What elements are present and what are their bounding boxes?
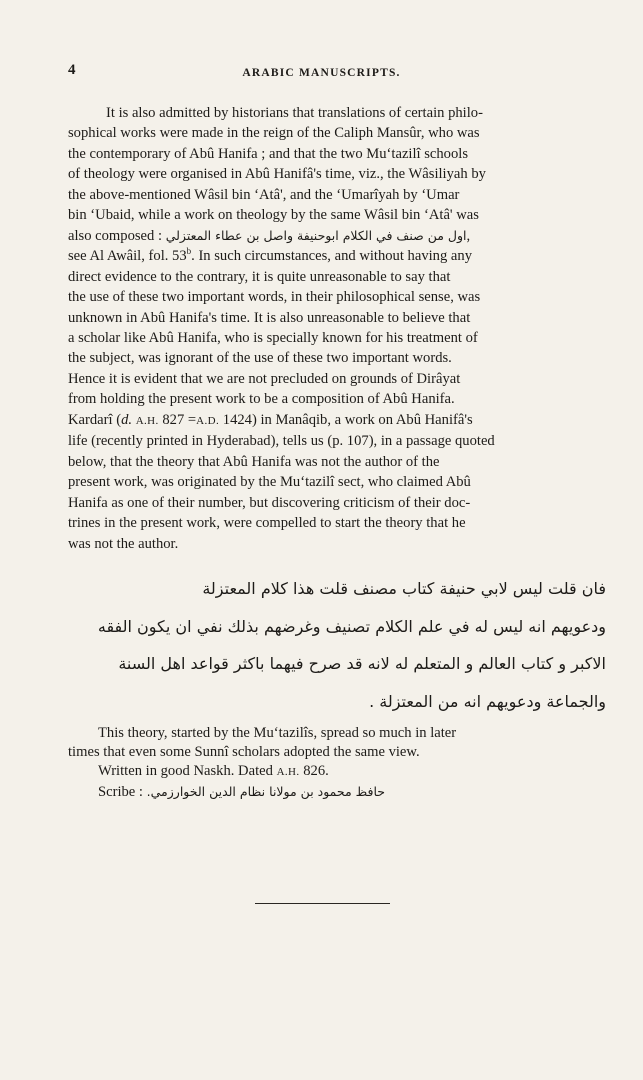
text-line-with-arabic	[68, 226, 600, 246]
text-line: direct evidence to the contrary, it is quite unreasonable to say that	[68, 268, 451, 285]
closing-section	[68, 724, 600, 802]
text-line: It is also admitted by historians that translations of certain philo-	[106, 105, 483, 121]
text-line: the above-mentioned Wâsil bin ‘Atâ', and the ‘Umarîyah by ‘Umar	[68, 186, 460, 203]
text-fragment: see Al Awâil, fol. 53	[68, 248, 187, 265]
page-number: 4	[68, 62, 76, 78]
text-line: the use of these two important words, in their philosophical sense, was	[68, 289, 481, 306]
arabic-quotation	[68, 570, 606, 720]
main-paragraph	[68, 103, 600, 554]
text-line: sophical works were made in the reign of the Caliph Mansûr, who was	[68, 125, 480, 142]
section-divider	[255, 903, 390, 904]
text-line: This theory, started by the Mu‘tazilîs, spread so much in later	[98, 725, 457, 741]
text-fragment: d.	[121, 411, 133, 428]
running-title: ARABIC MANUSCRIPTS.	[242, 67, 401, 79]
text-line: unknown in Abû Hanifa's time. It is also unreasonable to believe that	[68, 309, 471, 326]
text-fragment: . In such circumstances, and without having any	[191, 248, 472, 265]
era-abbrev: A.H.	[276, 766, 300, 778]
text-line: bin ‘Ubaid, while a work on theology by the same Wâsil bin ‘Atâ' was	[68, 207, 479, 224]
text-line: the contemporary of Abû Hanifa ; and that the two Mu‘tazilî schools	[68, 145, 469, 162]
text-line: the subject, was ignorant of the use of these two important words.	[68, 350, 452, 367]
text-line: Hanifa as one of their number, but discovering criticism of their doc-	[68, 494, 471, 511]
era-abbrev: A.D.	[196, 414, 220, 427]
text-line: Hence it is evident that we are not precluded on grounds of Dirâyat	[68, 370, 461, 387]
text-line: present work, was originated by the Mu‘tazilî sect, who claimed Abû	[68, 474, 471, 491]
text-line: from holding the present work to be a composition of Abû Hanifa.	[68, 391, 455, 408]
text-fragment: 1424) in Manâqib, a work on Abû Hanifâ's	[222, 411, 473, 428]
text-line: life (recently printed in Hyderabad), tells us (p. 107), in a passage quoted	[68, 433, 495, 450]
era-abbrev: A.H.	[135, 414, 159, 427]
script-date-line	[68, 762, 600, 782]
scribe-label: Scribe :	[98, 784, 143, 800]
text-line: trines in the present work, were compelled to start the theory that he	[68, 515, 466, 532]
text-line: was not the author.	[68, 535, 179, 552]
arabic-line: ودعويهم انه ليس له في علم الكلام تصنيف وغرضهم بذلك نفي ان يكون الفقه	[97, 616, 606, 636]
folio-superscript: b	[186, 246, 192, 257]
text-fragment: 827 =	[162, 411, 197, 428]
arabic-line: فان قلت ليس لابي حنيفة كتاب مصنف قلت هذا كلام المعتزلة	[202, 579, 606, 598]
scribe-name-arabic: حافظ محمود بن مولانا نظام الدين الخوارزمي.	[146, 784, 386, 799]
text-line: of theology were organised in Abû Hanifâ's time, viz., the Wâsiliyah by	[68, 166, 486, 183]
text-fragment: also composed :	[68, 227, 163, 244]
inline-arabic-citation: اول من صنف في الكلام ابوحنيفة واصل بن عطاء المعتزلي	[165, 227, 467, 243]
text-fragment: ,	[466, 227, 471, 244]
text-fragment: Written in good Naskh. Dated	[98, 763, 273, 779]
text-fragment: Kardarî (	[68, 411, 122, 428]
arabic-line: الاكبر و كتاب العالم و المتعلم له لانه قد صرح فيهما باكثر قواعد اهل السنة	[118, 654, 606, 673]
text-line	[68, 246, 600, 266]
text-line: a scholar like Abû Hanifa, who is specially known for his treatment of	[68, 329, 478, 346]
arabic-line: والجماعة ودعويهم انه من المعتزلة .	[369, 691, 606, 711]
text-fragment: 826.	[303, 763, 329, 779]
text-line	[68, 410, 600, 431]
scribe-line	[68, 782, 600, 802]
text-line: times that even some Sunnî scholars adopted the same view.	[68, 744, 420, 760]
text-line: below, that the theory that Abû Hanifa was not the author of the	[68, 453, 440, 470]
